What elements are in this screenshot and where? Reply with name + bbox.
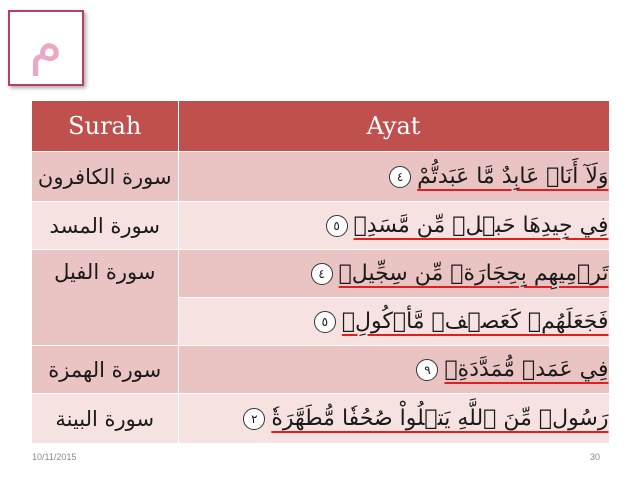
verse-text: فِي جِيدِهَا حَبۡلٞ مِّن مَّسَدِۢ <box>353 213 609 238</box>
ayah-number-marker: ٥ <box>314 311 336 333</box>
verse <box>389 164 608 189</box>
header-ayat: Ayat <box>178 101 609 152</box>
verse <box>326 213 609 238</box>
table-row <box>32 394 609 444</box>
ayat-cell <box>178 346 609 394</box>
verse <box>243 406 608 431</box>
table-row <box>32 346 609 394</box>
table-header-row <box>32 101 609 152</box>
surah-name: سورة الهمزة <box>32 346 178 394</box>
verse-text: تَرۡمِيهِم بِحِجَارَةٖ مِّن سِجِّيلٖ <box>338 261 609 286</box>
ayat-cell <box>178 298 609 346</box>
surah-name: سورة المسد <box>32 202 178 250</box>
ayat-cell <box>178 250 609 298</box>
surah-name: سورة الفيل <box>32 250 178 346</box>
table-row <box>32 250 609 298</box>
ayah-number-marker: ٥ <box>326 215 348 237</box>
logo <box>8 10 84 86</box>
logo-glyph: م <box>29 13 63 76</box>
verse-text: وَلَآ أَنَا۠ عَابِدٌ مَّا عَبَدتُّمْ <box>417 164 609 189</box>
surah-name: سورة البينة <box>32 394 178 444</box>
table-row <box>32 152 609 202</box>
ayah-number-marker: ٢ <box>243 408 265 430</box>
ayat-cell <box>178 202 609 250</box>
verse-text: فَجَعَلَهُمۡ كَعَصۡفٖ مَّأۡكُولِۭ <box>341 309 609 334</box>
verse-text: رَسُولٞ مِّنَ ٱللَّهِ يَتۡلُواْ صُحُفٗا مُّطَهَّرَةٗ <box>271 406 609 431</box>
ayah-number-marker: ٤ <box>311 263 333 285</box>
verse <box>416 357 608 382</box>
surah-name: سورة الكافرون <box>32 152 178 202</box>
ayat-cell <box>178 394 609 444</box>
table-row <box>32 202 609 250</box>
ayah-number-marker: ٤ <box>389 166 411 188</box>
ayat-cell <box>178 152 609 202</box>
surah-ayat-table <box>32 101 610 444</box>
verse-text: فِي عَمَدٖ مُّمَدَّدَةِۭ <box>444 357 609 382</box>
ayah-number-marker: ٩ <box>416 359 438 381</box>
footer-date: 10/11/2015 <box>32 452 77 462</box>
verse <box>314 309 609 334</box>
page-number: 30 <box>590 452 601 462</box>
verse <box>311 261 609 286</box>
header-surah: Surah <box>32 101 178 152</box>
